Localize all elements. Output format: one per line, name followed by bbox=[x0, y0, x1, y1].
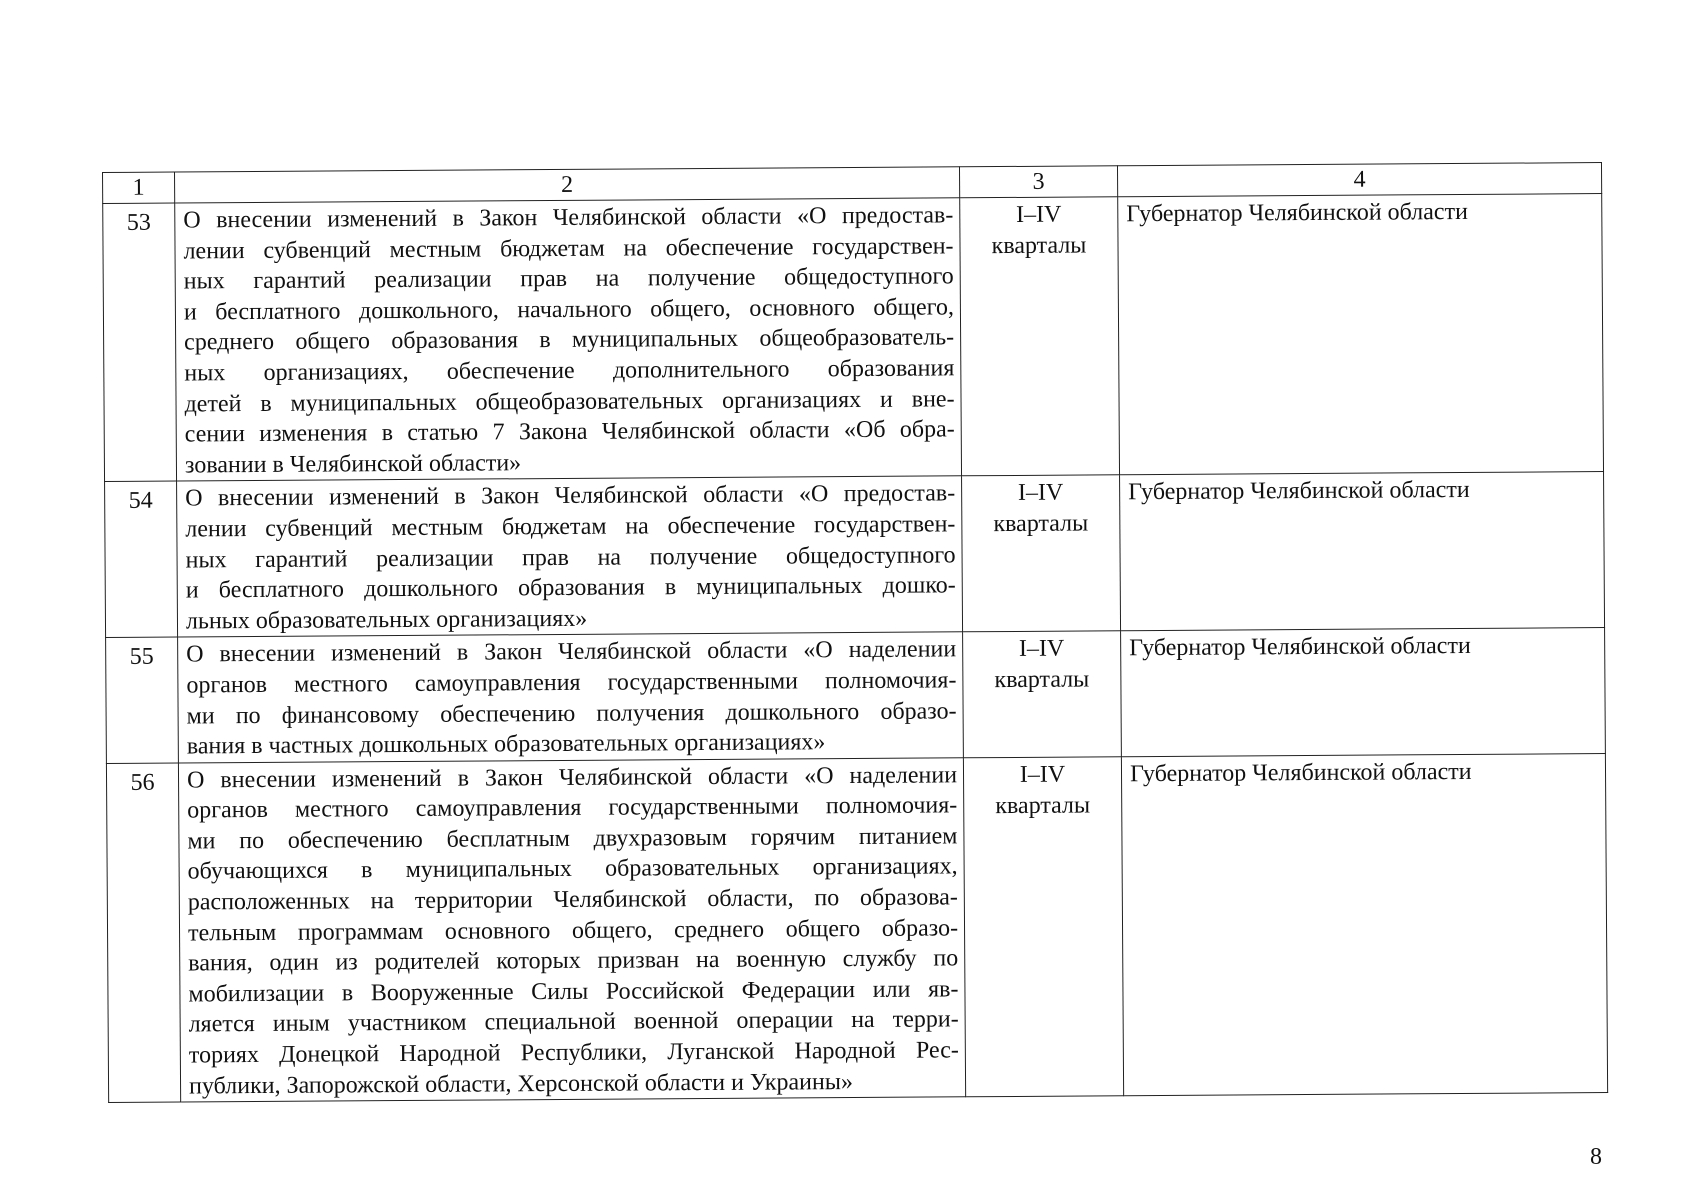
period-cell bbox=[960, 197, 1120, 476]
bill-title-line: лении субвенций местным бюджетам на обеспечение государствен- bbox=[185, 511, 956, 543]
bill-title-line: ми по обеспечению бесплатным двухразовым горячим питанием bbox=[187, 823, 958, 855]
header-cell-4: 4 bbox=[1117, 163, 1601, 197]
bill-title-line: органов местного самоуправления государственными полномочия- bbox=[187, 792, 958, 824]
period-label: кварталы bbox=[994, 666, 1090, 694]
bill-title-line: расположенных на территории Челябинской области, по образова- bbox=[187, 884, 958, 916]
period-quarters: I–IV bbox=[1019, 761, 1066, 788]
bill-title-cell bbox=[175, 198, 962, 482]
period-quarters: I–IV bbox=[1017, 479, 1064, 507]
responsible-cell: Губернатор Челябинской области bbox=[1121, 628, 1606, 757]
row-number-cell: 53 bbox=[103, 203, 177, 482]
responsible-cell: Губернатор Челябинской области bbox=[1121, 753, 1607, 1096]
bill-title-line: среднего общего образования в муниципальных общеобразователь- bbox=[184, 324, 955, 356]
period-cell bbox=[963, 631, 1122, 757]
bill-title-line: зовании в Челябинской области» bbox=[184, 449, 522, 479]
bill-title-line: вания в частных дошкольных образовательных организациях» bbox=[186, 729, 826, 760]
bill-title-line: ляется иным участником специальной военной операции на терри- bbox=[188, 1006, 959, 1038]
period-cell bbox=[963, 756, 1123, 1097]
page-number: 8 bbox=[1590, 1144, 1602, 1170]
period-label: кварталы bbox=[991, 232, 1087, 260]
bill-title-line: органов местного самоуправления государственными полномочия- bbox=[186, 667, 957, 699]
period-label: кварталы bbox=[993, 510, 1089, 538]
table-row bbox=[105, 472, 1605, 638]
bill-title-cell bbox=[178, 632, 964, 763]
bill-title-cell bbox=[178, 757, 965, 1102]
bill-title-line: публики, Запорожской области, Херсонской области и Украины» bbox=[188, 1068, 854, 1100]
bill-title-line: ных гарантий реализации прав на получение общедоступного bbox=[183, 263, 954, 295]
header-cell-1: 1 bbox=[103, 172, 175, 203]
period-quarters: I–IV bbox=[1016, 201, 1062, 228]
row-number-cell: 55 bbox=[106, 637, 179, 763]
bill-title-line: ных гарантий реализации прав на получение общедоступного bbox=[185, 541, 956, 573]
bill-title-line: ми по финансовому обеспечению получения дошкольного образо- bbox=[186, 697, 957, 729]
bill-title-line: льных образовательных организациях» bbox=[185, 605, 588, 635]
bill-title-line: детей в муниципальных общеобразовательных организациях и вне- bbox=[184, 385, 955, 418]
bill-title-line: мобилизации в Вооруженные Силы Российской Федерации или яв- bbox=[188, 976, 959, 1008]
bill-title-line: ториях Донецкой Народной Республики, Луганской Народной Рес- bbox=[188, 1037, 959, 1069]
bill-title-cell bbox=[177, 476, 963, 637]
bill-title-line: О внесении изменений в Закон Челябинской области «О наделении bbox=[186, 636, 957, 668]
row-number-cell: 54 bbox=[105, 481, 178, 637]
period-label: кварталы bbox=[995, 792, 1091, 819]
table-row bbox=[106, 753, 1607, 1102]
bill-title-line: О внесении изменений в Закон Челябинской области «О предостав- bbox=[183, 202, 954, 234]
row-number-cell: 56 bbox=[106, 763, 180, 1103]
bill-title-line: ных организациях, обеспечение дополнительного образования bbox=[184, 355, 955, 387]
header-cell-3: 3 bbox=[959, 166, 1117, 198]
bill-title-line: О внесении изменений в Закон Челябинской области «О наделении bbox=[186, 762, 958, 794]
bill-title-line: сении изменения в статью 7 Закона Челябинской области «Об обра- bbox=[184, 416, 955, 448]
responsible-cell: Губернатор Челябинской области bbox=[1120, 472, 1605, 631]
table-row bbox=[103, 194, 1604, 482]
bill-title-line: О внесении изменений в Закон Челябинской области «О предостав- bbox=[185, 480, 956, 512]
bill-title-line: вания, один из родителей которых призван на военную службу по bbox=[188, 945, 959, 977]
bill-title-line: обучающихся в муниципальных образовательных организациях, bbox=[187, 853, 958, 885]
bill-title-line: тельным программам основного общего, среднего общего образо- bbox=[187, 914, 959, 947]
period-quarters: I–IV bbox=[1018, 635, 1065, 663]
legislation-plan-table bbox=[102, 162, 1608, 1103]
header-cell-2: 2 bbox=[175, 167, 960, 203]
bill-title-line: и бесплатного дошкольного, начального общего, основного общего, bbox=[183, 294, 955, 326]
bill-title-line: лении субвенций местным бюджетам на обеспечение государствен- bbox=[183, 232, 954, 265]
table-row bbox=[106, 628, 1606, 763]
responsible-cell: Губернатор Челябинской области bbox=[1118, 194, 1604, 476]
bill-title-line: и бесплатного дошкольного образования в муниципальных дошко- bbox=[185, 572, 956, 604]
period-cell bbox=[962, 475, 1121, 632]
